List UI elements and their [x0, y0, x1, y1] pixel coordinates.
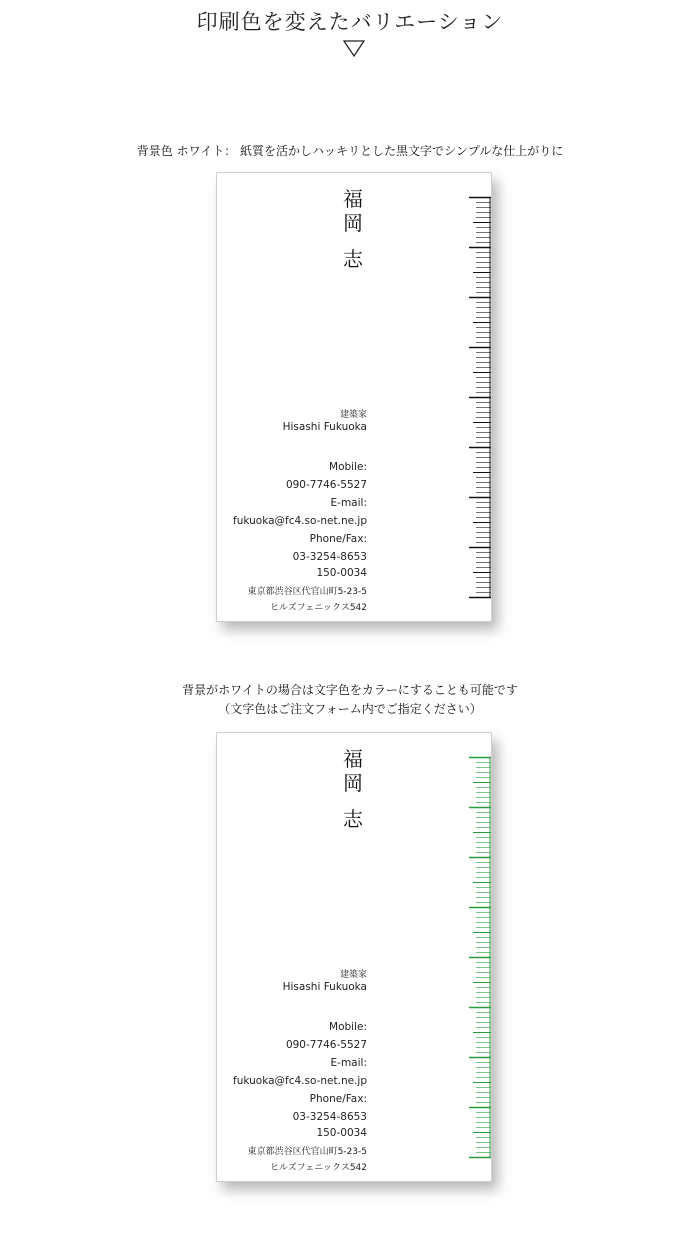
email-label: E-mail:: [330, 497, 367, 509]
section1-caption: 背景色 ホワイト： 紙質を活かしハッキリとした黒文字でシンプルな仕上がりに: [136, 144, 564, 158]
name-char: 志: [343, 247, 363, 271]
page-heading: 印刷色を変えたバリエーション: [196, 10, 504, 34]
mobile-label: Mobile:: [329, 1021, 367, 1033]
down-triangle-icon: [343, 40, 365, 58]
name-char: 志: [343, 807, 363, 831]
english-name: Hisashi Fukuoka: [282, 421, 367, 433]
ruler-scale-black: [469, 173, 491, 621]
section2-caption-line2: （文字色はご注文フォーム内でご指定ください）: [218, 702, 482, 716]
name-char: 福: [343, 187, 363, 211]
name-vertical: [335, 187, 371, 271]
business-card-green: [216, 732, 492, 1182]
postal-code: 150-0034: [316, 1127, 367, 1139]
name-char: 福: [343, 747, 363, 771]
phone-number: 03-3254-8653: [292, 551, 367, 563]
name-vertical: [335, 747, 371, 831]
business-card-black: [216, 172, 492, 622]
address-line-2: ヒルズフェニックス542: [269, 603, 367, 613]
mobile-number: 090-7746-5527: [285, 1039, 367, 1051]
address-line-1: 東京都渋谷区代官山町5-23-5: [247, 587, 367, 597]
name-char: 岡: [343, 211, 363, 235]
section2-caption-line1: 背景がホワイトの場合は文字色をカラーにすることも可能です: [182, 683, 518, 697]
name-char: 岡: [343, 771, 363, 795]
phone-label: Phone/Fax:: [309, 1093, 367, 1105]
mobile-label: Mobile:: [329, 461, 367, 473]
phone-number: 03-3254-8653: [292, 1111, 367, 1123]
email-label: E-mail:: [330, 1057, 367, 1069]
email-address: fukuoka@fc4.so-net.ne.jp: [233, 1075, 367, 1087]
phone-label: Phone/Fax:: [309, 533, 367, 545]
address-line-1: 東京都渋谷区代官山町5-23-5: [247, 1147, 367, 1157]
job-title: 建築家: [339, 410, 367, 420]
ruler-scale-green: [469, 733, 491, 1181]
mobile-number: 090-7746-5527: [285, 479, 367, 491]
job-title: 建築家: [339, 970, 367, 980]
email-address: fukuoka@fc4.so-net.ne.jp: [233, 515, 367, 527]
postal-code: 150-0034: [316, 567, 367, 579]
english-name: Hisashi Fukuoka: [282, 981, 367, 993]
address-line-2: ヒルズフェニックス542: [269, 1163, 367, 1173]
